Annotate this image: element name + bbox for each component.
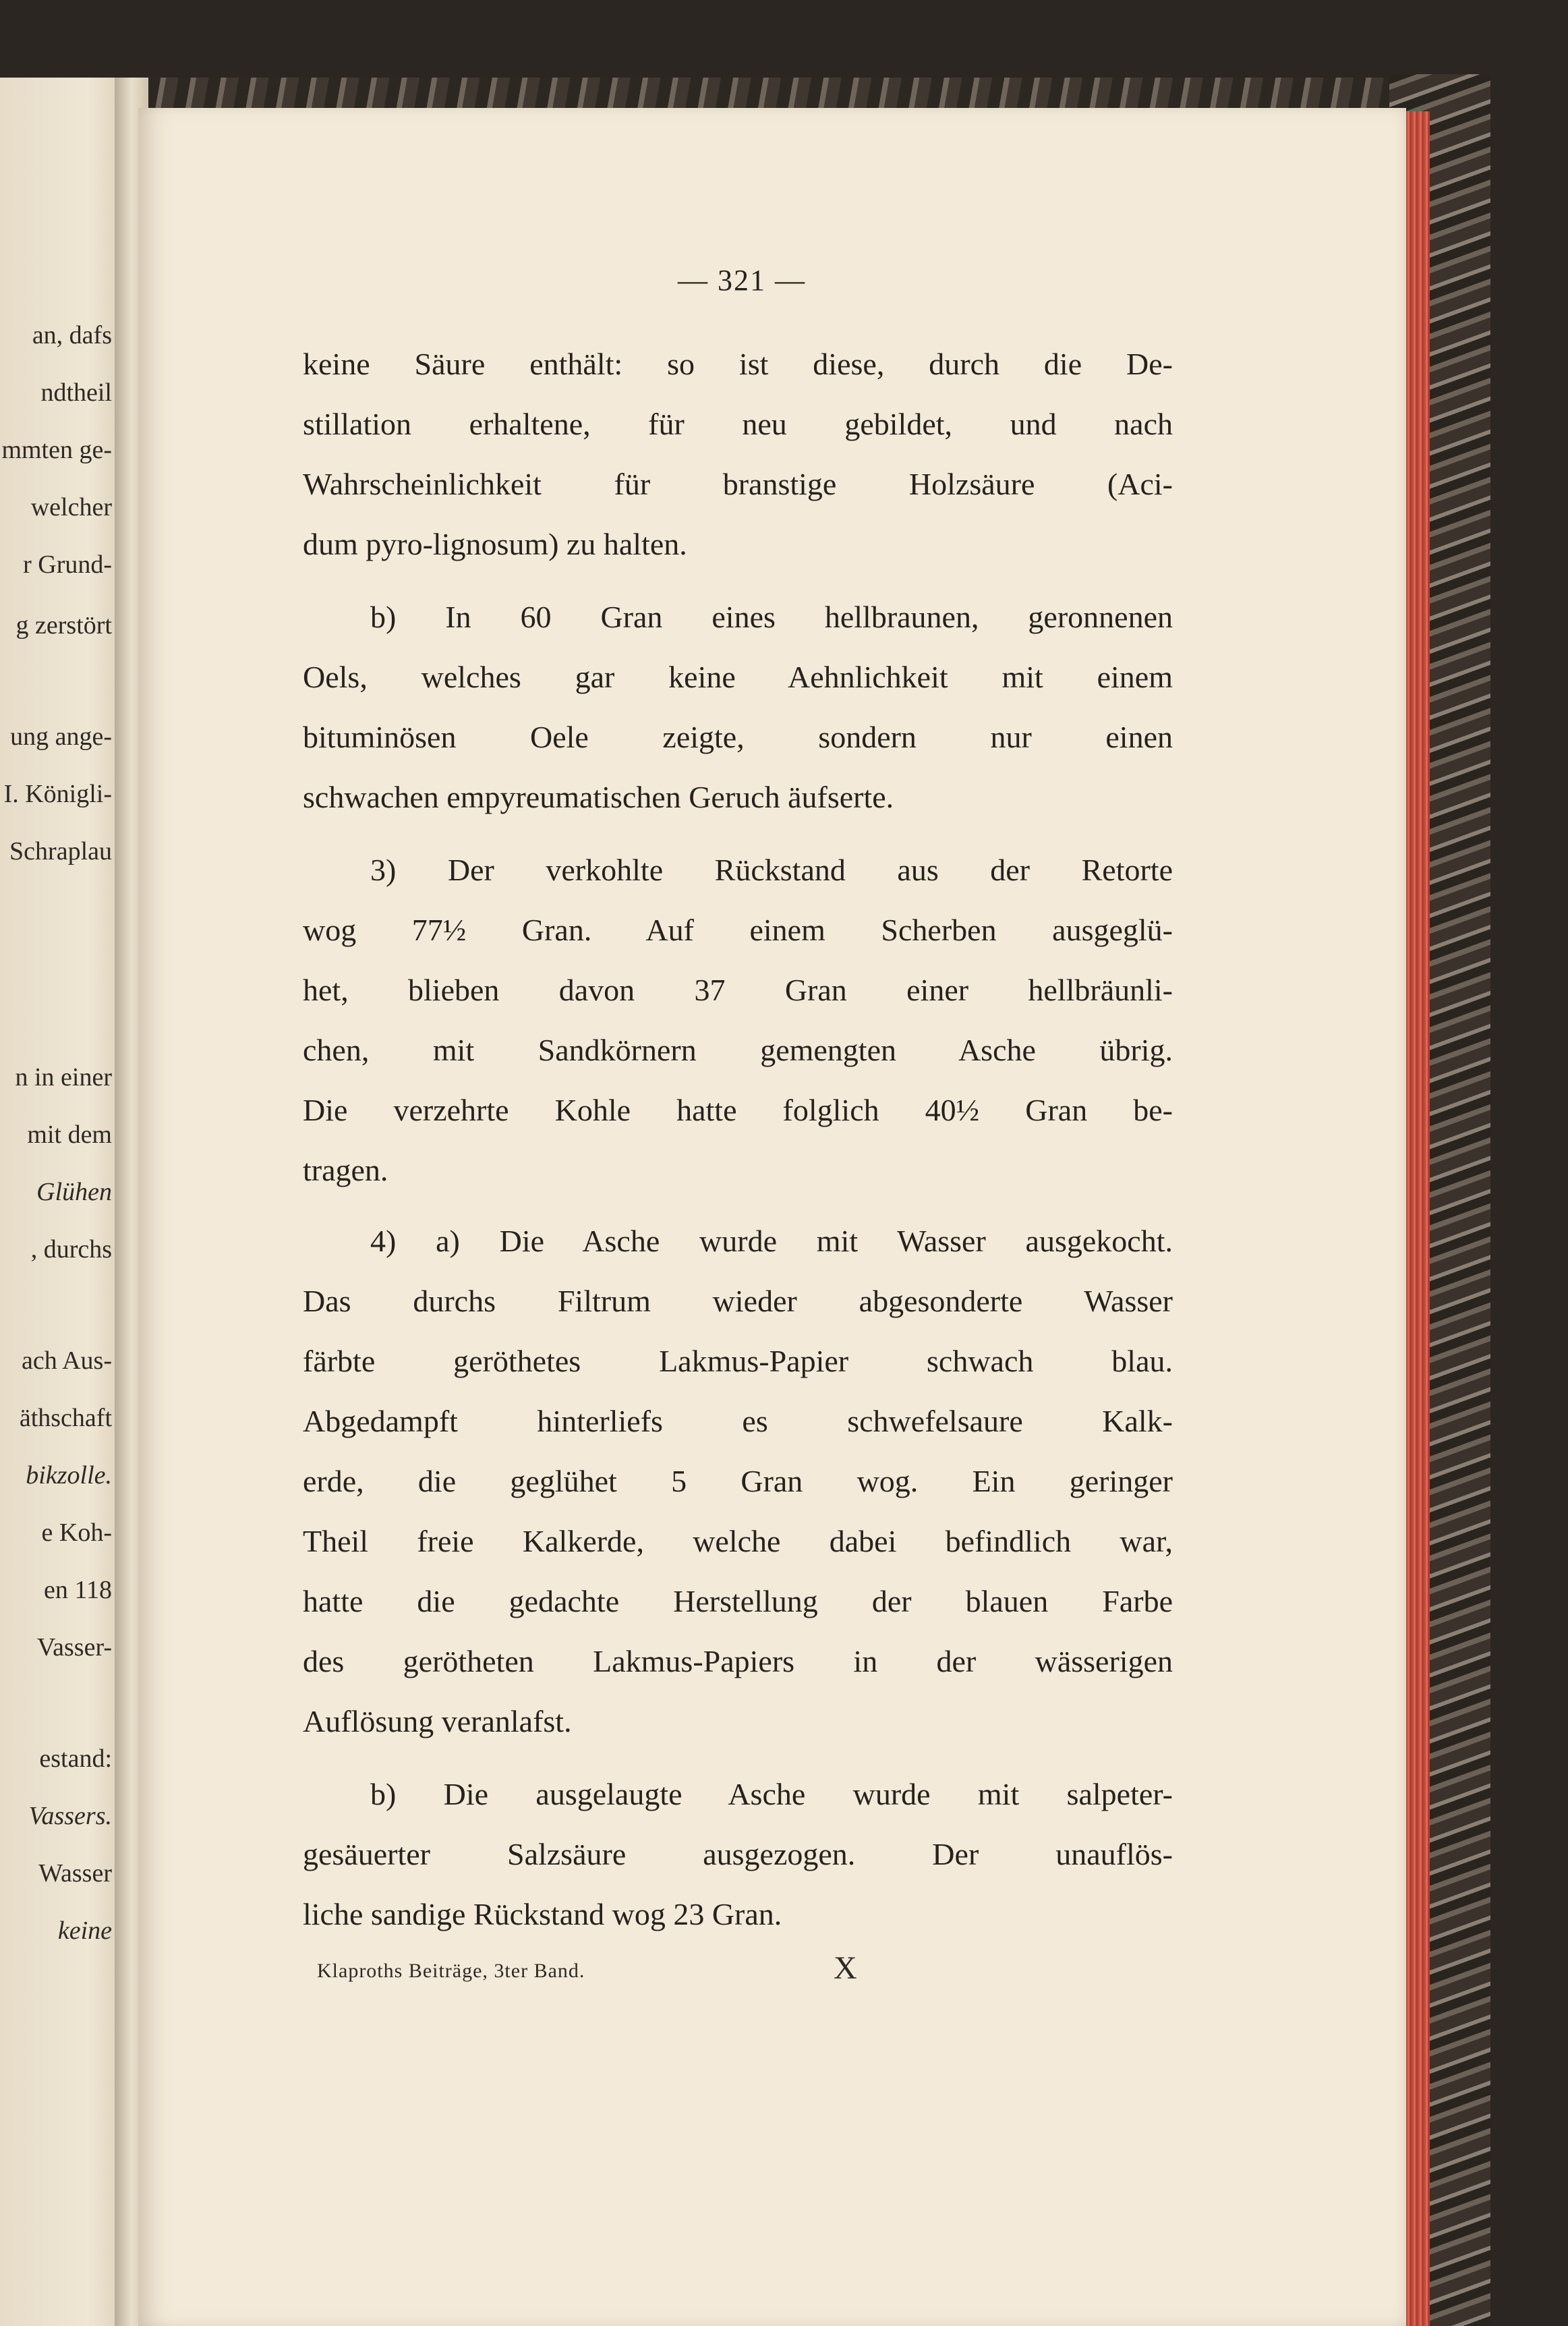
left-fragment: I. Königli- (3, 780, 112, 808)
text-line: stillation erhaltene, für neu gebildet, und nach (303, 407, 1173, 441)
text-line: het, blieben davon 37 Gran einer hellbräunli- (303, 973, 1173, 1007)
text-line: erde, die geglühet 5 Gran wog. Ein geringer (303, 1464, 1173, 1498)
page-header: — 321 — (678, 264, 806, 297)
left-fragment: mmten ge- (1, 436, 112, 464)
text-line: dum pyro-lignosum) zu halten. (303, 527, 687, 561)
page-footer: Klaproths Beiträge, 3ter Band. (317, 1960, 585, 1982)
left-fragment: e Koh- (41, 1519, 112, 1547)
text-line: tragen. (303, 1153, 388, 1187)
text-line: hatte die gedachte Herstellung der blauen Farbe (303, 1584, 1173, 1618)
paragraph-3 (303, 840, 1173, 1200)
left-fragment: r Grund- (23, 550, 112, 579)
left-fragment: ach Aus- (21, 1346, 112, 1375)
text-line: gesäuerter Salzsäure ausgezogen. Der unauflös- (303, 1837, 1173, 1871)
left-fragment: n in einer (15, 1063, 112, 1091)
left-fragment: , durchs (30, 1235, 112, 1264)
left-fragment: ung ange- (10, 722, 112, 751)
left-fragment: äthschaft (19, 1404, 112, 1432)
text-line: chen, mit Sandkörnern gemengten Asche übrig. (303, 1033, 1173, 1067)
left-fragment: mit dem (27, 1121, 112, 1149)
text-line: Auflösung veranlafst. (303, 1704, 572, 1738)
text-line: 3) Der verkohlte Rückstand aus der Retorte (370, 853, 1173, 887)
left-fragment: ndtheil (40, 378, 112, 407)
text-line: b) Die ausgelaugte Asche wurde mit salpeter- (370, 1777, 1173, 1811)
left-fragment: en 118 (44, 1576, 112, 1604)
text-line: bituminösen Oele zeigte, sondern nur einen (303, 720, 1173, 754)
left-fragment: Vassers. (28, 1802, 112, 1830)
text-line: Abgedampft hinterliefs es schwefelsaure Kalk- (303, 1404, 1173, 1438)
paragraph-4 (303, 1211, 1173, 1751)
left-fragment: an, dafs (32, 321, 112, 349)
text-line: Wahrscheinlichkeit für branstige Holzsäure (Aci- (303, 467, 1173, 501)
text-line: des gerötheten Lakmus-Papiers in der wässerigen (303, 1644, 1173, 1678)
left-fragment: bikzolle. (26, 1461, 112, 1490)
left-fragment: keine (57, 1917, 112, 1945)
left-fragment: Vasser- (36, 1633, 112, 1662)
text-line: b) In 60 Gran eines hellbraunen, geronnenen (370, 600, 1173, 634)
paragraph-5 (303, 1764, 1173, 1944)
text-line: 4) a) Die Asche wurde mit Wasser ausgekocht. (370, 1224, 1173, 1258)
text-line: färbte geröthetes Lakmus-Papier schwach blau. (303, 1344, 1173, 1378)
text-line: Das durchs Filtrum wieder abgesonderte Wasser (303, 1284, 1173, 1318)
text-line: keine Säure enthält: so ist diese, durch die De- (303, 347, 1173, 381)
paragraph-2 (303, 587, 1173, 827)
left-fragment: Schraplau (9, 837, 112, 866)
text-line: Oels, welches gar keine Aehnlichkeit mit einem (303, 660, 1173, 694)
left-fragment: welcher (30, 493, 112, 521)
left-fragment: estand: (39, 1744, 112, 1773)
text-line: liche sandige Rückstand wog 23 Gran. (303, 1897, 782, 1931)
left-fragment: Wasser (38, 1859, 112, 1888)
left-fragment: g zerstört (16, 611, 112, 640)
left-page-edge (0, 78, 128, 2326)
paragraph-1 (303, 334, 1173, 574)
left-fragment: Glühen (36, 1178, 112, 1206)
text-line: wog 77½ Gran. Auf einem Scherben ausgeglü- (303, 913, 1173, 947)
text-line: Theil freie Kalkerde, welche dabei befindlich war, (303, 1524, 1173, 1558)
text-line: Die verzehrte Kohle hatte folglich 40½ Gran be- (303, 1093, 1173, 1127)
signature-mark: X (834, 1950, 857, 1986)
text-line: schwachen empyreumatischen Geruch äufserte. (303, 780, 894, 814)
